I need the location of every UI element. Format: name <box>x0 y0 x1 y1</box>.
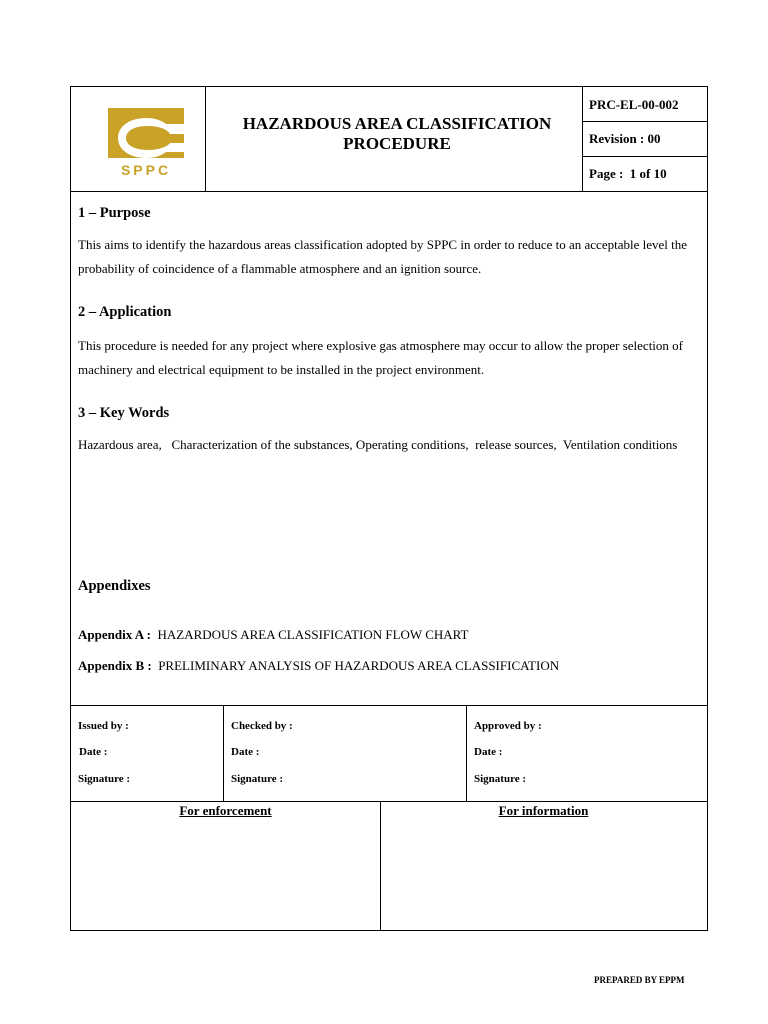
signoff-divider-2 <box>466 705 467 801</box>
purpose-heading: 1 – Purpose <box>78 205 151 221</box>
checked-by-label: Checked by : <box>231 720 293 732</box>
header-cell-rule-2 <box>582 156 707 157</box>
keywords-heading: 3 – Key Words <box>78 405 170 421</box>
document-title <box>205 114 589 154</box>
document-frame <box>70 86 708 931</box>
appendix-a-title: HAZARDOUS AREA CLASSIFICATION FLOW CHART <box>157 627 469 642</box>
svg-text:SPPC: SPPC <box>120 162 172 178</box>
appendix-a <box>78 627 469 643</box>
application-heading: 2 – Application <box>78 304 172 320</box>
appendix-b <box>78 658 559 674</box>
title-line-2: PROCEDURE <box>343 134 451 153</box>
document-number: PRC-EL-00-002 <box>589 97 679 112</box>
approved-date-label: Date : <box>474 746 503 758</box>
signoff-top-rule <box>71 705 707 706</box>
appendixes-heading: Appendixes <box>78 578 151 594</box>
application-text: This procedure is needed for any project where explosive gas atmosphere may occur to allow the proper selection of machinery and electrical equipment to be installed in the project environment. <box>78 338 684 377</box>
for-information-heading: For information <box>498 803 589 818</box>
header-bottom-rule <box>71 191 707 192</box>
footer-table-divider <box>380 801 381 930</box>
sppc-logo <box>108 108 184 180</box>
approved-signature-label: Signature : <box>474 773 527 785</box>
appendix-b-label: Appendix B : <box>78 658 152 673</box>
checked-date-label: Date : <box>231 746 260 758</box>
signoff-bottom-rule <box>71 801 707 802</box>
checked-signature-label: Signature : <box>231 773 284 785</box>
header-cell-rule-1 <box>582 121 707 122</box>
purpose-text: This aims to identify the hazardous areas classification adopted by SPPC in order to reduce to an acceptable level the probability of coincidence of a flammable atmosphere and an ignition source. <box>78 237 688 276</box>
page-number: Page : 1 of 10 <box>589 166 667 181</box>
issued-signature-label: Signature : <box>78 773 131 785</box>
appendix-a-label: Appendix A : <box>78 627 151 642</box>
title-line-1: HAZARDOUS AREA CLASSIFICATION <box>242 114 552 133</box>
revision: Revision : 00 <box>589 131 661 146</box>
prepared-by: PREPARED BY EPPM <box>594 975 685 985</box>
issued-by-label: Issued by : <box>78 720 129 732</box>
signoff-divider-1 <box>223 705 224 801</box>
keywords-text: Hazardous area, Characterization of the substances, Operating conditions, release sources, Ventilation conditions <box>78 437 678 452</box>
approved-by-label: Approved by : <box>474 720 542 732</box>
for-enforcement-heading: For enforcement <box>179 803 272 818</box>
issued-date-label: Date : <box>79 746 108 758</box>
appendix-b-title: PRELIMINARY ANALYSIS OF HAZARDOUS AREA CLASSIFICATION <box>158 658 560 673</box>
